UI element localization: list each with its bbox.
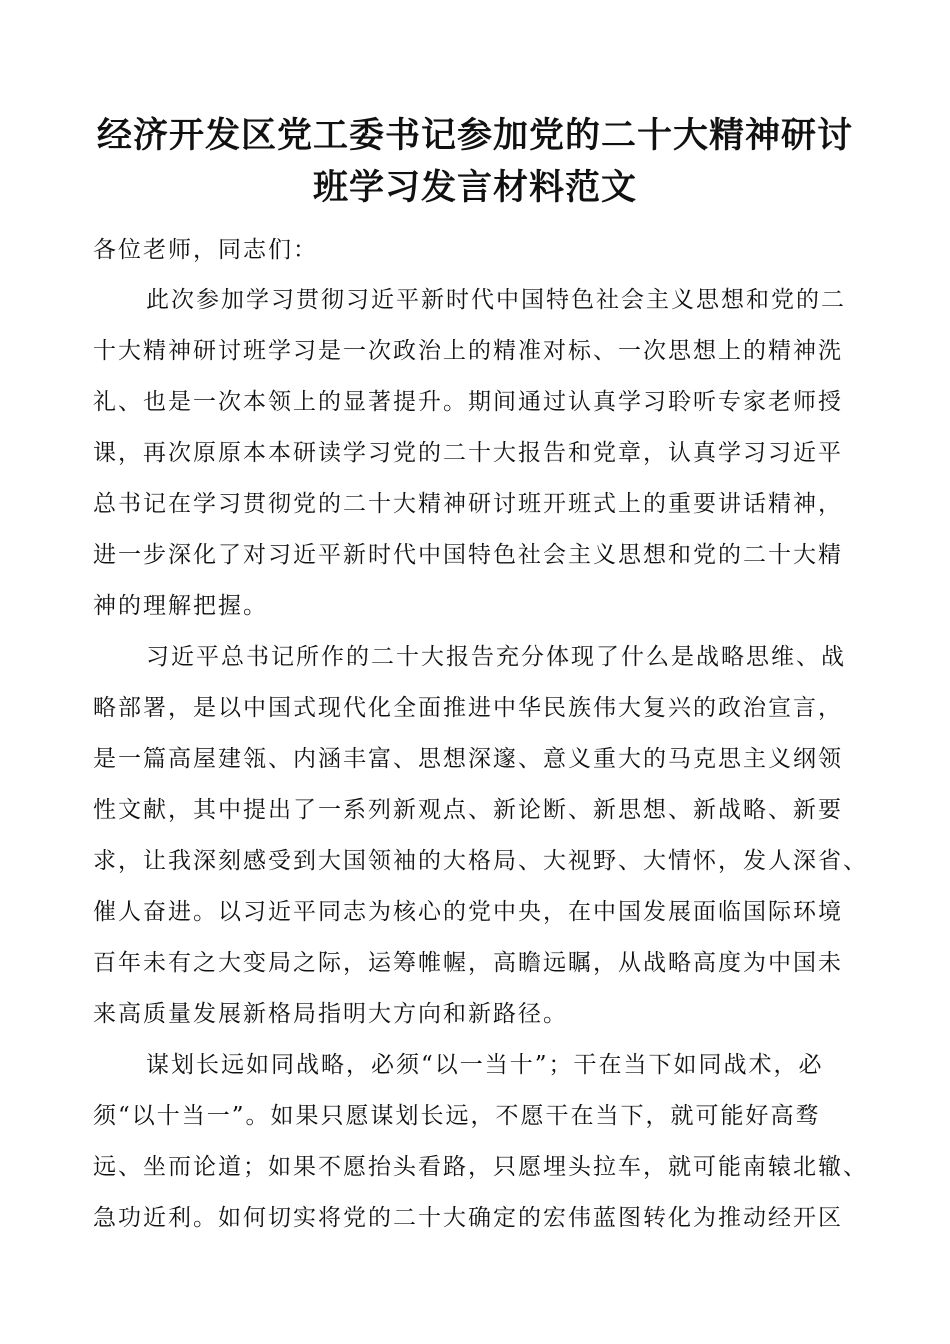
paragraph-2 — [93, 632, 871, 1040]
paragraph-line: 十大精神研讨班学习是一次政治上的精准对标、一次思想上的精神洗 — [93, 338, 843, 364]
paragraph-line: 此次参加学习贯彻习近平新时代中国特色社会主义思想和党的二 — [146, 287, 846, 313]
document-body — [93, 225, 871, 1244]
paragraph-line: 急功近利。如何切实将党的二十大确定的宏伟蓝图转化为推动经开区 — [93, 1205, 843, 1231]
salutation: 各位老师，同志们： — [93, 237, 318, 263]
document-title — [70, 110, 880, 214]
paragraph-line: 习近平总书记所作的二十大报告充分体现了什么是战略思维、战 — [146, 644, 846, 670]
paragraph-line: 礼、也是一次本领上的显著提升。期间通过认真学习聆听专家老师授 — [93, 389, 843, 415]
paragraph-line: 谋划长远如同战略，必须“以一当十”；干在当下如同战术，必 — [146, 1052, 824, 1078]
paragraph-line: 远、坐而论道；如果不愿抬头看路，只愿埋头拉车，就可能南辕北辙、 — [93, 1154, 868, 1180]
paragraph-line: 总书记在学习贯彻党的二十大精神研讨班开班式上的重要讲话精神， — [93, 491, 843, 517]
paragraph-3 — [93, 1040, 871, 1244]
paragraph-line: 略部署，是以中国式现代化全面推进中华民族伟大复兴的政治宣言， — [93, 695, 843, 721]
paragraph-1 — [93, 275, 871, 632]
paragraph-line: 催人奋进。以习近平同志为核心的党中央，在中国发展面临国际环境 — [93, 899, 843, 925]
paragraph-line: 百年未有之大变局之际，运筹帷幄，高瞻远瞩，从战略高度为中国未 — [93, 950, 843, 976]
paragraph-line: 性文献，其中提出了一系列新观点、新论断、新思想、新战略、新要 — [93, 797, 843, 823]
paragraph-line: 进一步深化了对习近平新时代中国特色社会主义思想和党的二十大精 — [93, 542, 843, 568]
paragraph-line: 须“以十当一”。如果只愿谋划长远，不愿干在当下，就可能好高骛 — [93, 1103, 821, 1129]
paragraph-line: 来高质量发展新格局指明大方向和新路径。 — [93, 1001, 568, 1027]
title-line-2: 班学习发言材料范文 — [312, 168, 637, 208]
paragraph-line: 神的理解把握。 — [93, 593, 268, 619]
paragraph-line: 课，再次原原本本研读学习党的二十大报告和党章，认真学习习近平 — [93, 440, 843, 466]
paragraph-line: 是一篇高屋建瓴、内涵丰富、思想深邃、意义重大的马克思主义纲领 — [93, 746, 843, 772]
title-line-1: 经济开发区党工委书记参加党的二十大精神研讨 — [96, 116, 853, 156]
paragraph-line: 求，让我深刻感受到大国领袖的大格局、大视野、大情怀，发人深省、 — [93, 848, 868, 874]
